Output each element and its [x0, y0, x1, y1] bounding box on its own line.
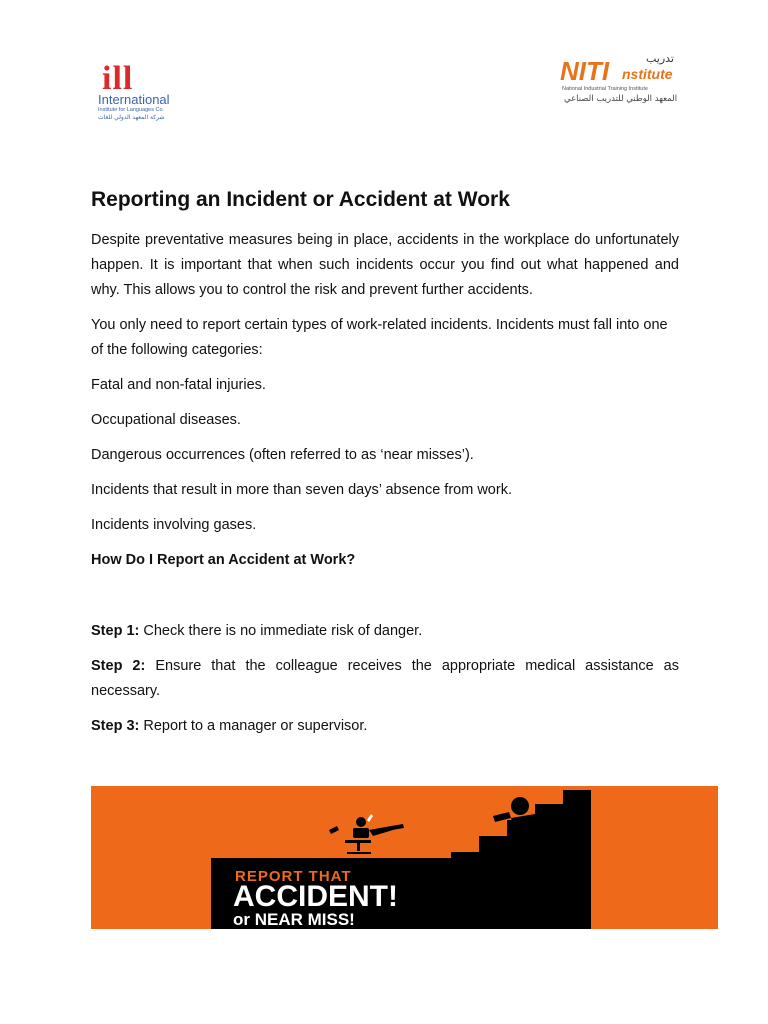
step-item — [91, 619, 679, 644]
niti-logo-arabic-top: تدريب — [645, 52, 674, 65]
categories-intro: You only need to report certain types of work-related incidents. Incidents must fall into one of the following categories: — [91, 317, 668, 358]
report-question-heading: How Do I Report an Accident at Work? — [91, 552, 356, 568]
banner-illustration — [91, 786, 718, 929]
step-item — [91, 654, 679, 704]
step-text: Ensure that the colleague receives the appropriate medical assistance as necessary. — [91, 658, 679, 699]
document-body — [91, 186, 679, 749]
office-chair-figure-icon — [329, 814, 404, 854]
category-item: Fatal and non-fatal injuries. — [91, 377, 266, 393]
banner-line-1: REPORT THAT — [235, 868, 352, 885]
ill-logo-arabic: شركة المعهد الدولي للغات — [98, 114, 165, 121]
niti-logo-arabic-bottom: المعهد الوطني للتدريب الصناعي — [564, 94, 678, 104]
niti-logo-english: National Industrial Training Institute — [562, 86, 648, 92]
category-item: Incidents involving gases. — [91, 517, 257, 533]
ill-logo-mark: ill — [102, 60, 134, 97]
step-label: Step 1: — [91, 623, 140, 639]
step-label: Step 3: — [91, 718, 140, 734]
category-item: Occupational diseases. — [91, 412, 241, 428]
niti-logo — [560, 52, 680, 110]
intro-paragraph: Despite preventative measures being in place, accidents in the workplace do unfortunately happen. It is important that when such incidents occur you find out what happened and why. This allows you to control the risk and prevent further accidents. — [91, 232, 679, 298]
step-label: Step 2: — [91, 658, 146, 674]
banner-line-3: or NEAR MISS! — [233, 910, 355, 929]
step-item — [91, 714, 679, 739]
banner-line-2: ACCIDENT! — [233, 880, 398, 913]
document-title: Reporting an Incident or Accident at Work — [91, 188, 510, 211]
step-text: Report to a manager or supervisor. — [139, 718, 368, 734]
step-text: Check there is no immediate risk of danger. — [139, 623, 423, 639]
niti-logo-mark: NITI — [560, 56, 610, 86]
niti-logo-suffix: nstitute — [622, 66, 673, 82]
ill-logo — [96, 60, 206, 122]
ill-logo-subtitle: Institute for Languages Co. — [98, 107, 165, 113]
report-accident-banner — [91, 786, 718, 929]
category-item: Dangerous occurrences (often referred to as ‘near misses’). — [91, 447, 474, 463]
category-item: Incidents that result in more than seven days’ absence from work. — [91, 482, 512, 498]
ill-logo-name: International — [98, 92, 170, 107]
